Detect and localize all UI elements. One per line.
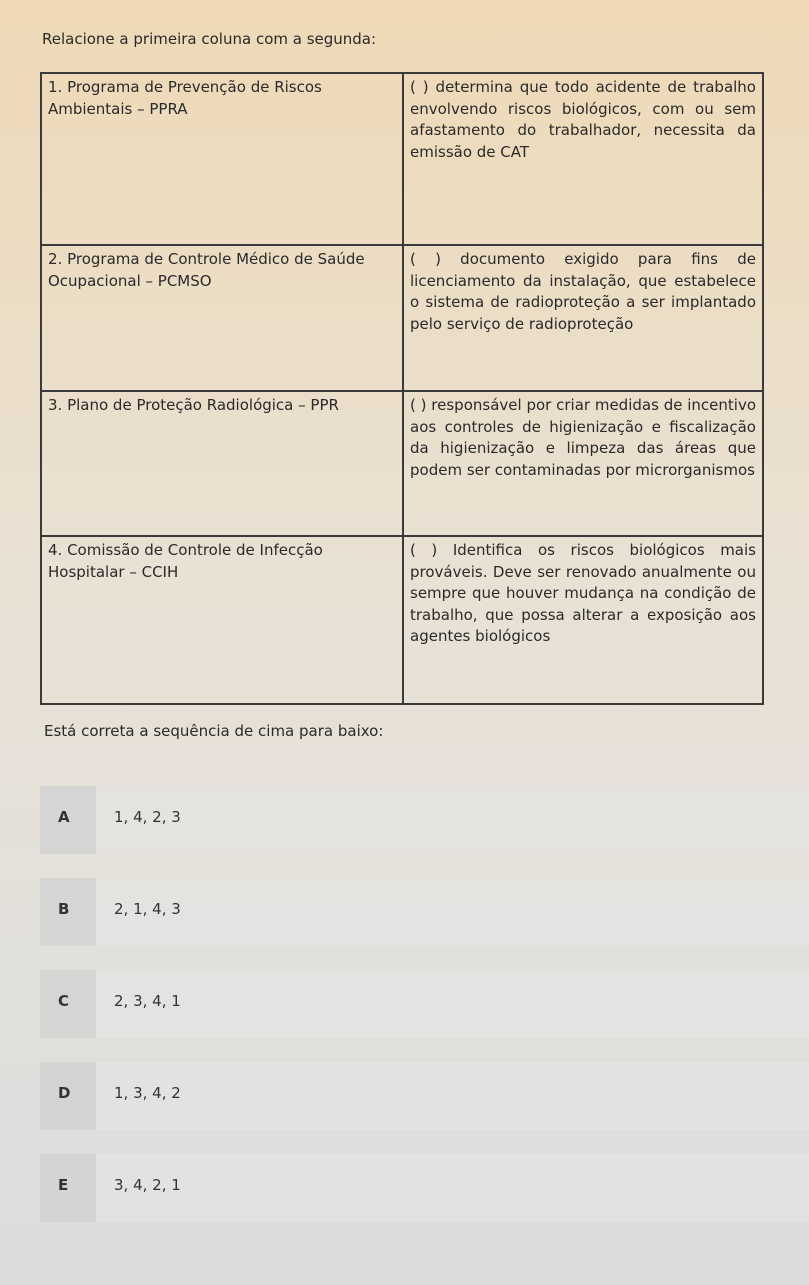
right-column-item-3: ( ) responsável por criar medidas de incentivo aos controles de higienização e fiscalização da higienização e limpeza das áreas que podem ser contaminadas por microrganismos — [403, 391, 763, 536]
option-letter-box — [40, 970, 96, 1038]
option-a[interactable] — [40, 786, 809, 854]
table-row — [41, 73, 763, 245]
option-text: 1, 4, 2, 3 — [114, 808, 181, 826]
option-letter: A — [58, 808, 70, 826]
option-e[interactable] — [40, 1154, 809, 1222]
table-row — [41, 391, 763, 536]
option-letter-box — [40, 1154, 96, 1222]
option-letter-box — [40, 878, 96, 946]
matching-table — [40, 72, 764, 705]
option-letter: D — [58, 1084, 71, 1102]
right-column-item-4: ( ) Identifica os riscos biológicos mais prováveis. Deve ser renovado anualmente ou sempre que houver mudança na condição de trabalho, que possa alterar a exposição aos agentes biológicos — [403, 536, 763, 704]
left-column-item-3: 3. Plano de Proteção Radiológica – PPR — [41, 391, 403, 536]
option-text: 1, 3, 4, 2 — [114, 1084, 181, 1102]
option-d[interactable] — [40, 1062, 809, 1130]
question-text: Está correta a sequência de cima para baixo: — [44, 722, 384, 740]
option-text: 3, 4, 2, 1 — [114, 1176, 181, 1194]
option-letter: C — [58, 992, 70, 1010]
right-column-item-1: ( ) determina que todo acidente de trabalho envolvendo riscos biológicos, com ou sem afastamento do trabalhador, necessita da emissão de CAT — [403, 73, 763, 245]
option-text: 2, 3, 4, 1 — [114, 992, 181, 1010]
option-text: 2, 1, 4, 3 — [114, 900, 181, 918]
prompt-text: Relacione a primeira coluna com a segunda: — [42, 30, 377, 48]
right-column-item-2: ( ) documento exigido para fins de licenciamento da instalação, que estabelece o sistema de radioproteção a ser implantado pelo serviço de radioproteção — [403, 245, 763, 391]
option-b[interactable] — [40, 878, 809, 946]
left-column-item-4: 4. Comissão de Controle de Infecção Hospitalar – CCIH — [41, 536, 403, 704]
option-letter-box — [40, 786, 96, 854]
table-row — [41, 245, 763, 391]
option-letter: B — [58, 900, 70, 918]
option-letter: E — [58, 1176, 69, 1194]
option-letter-box — [40, 1062, 96, 1130]
left-column-item-1: 1. Programa de Prevenção de Riscos Ambientais – PPRA — [41, 73, 403, 245]
option-c[interactable] — [40, 970, 809, 1038]
left-column-item-2: 2. Programa de Controle Médico de Saúde Ocupacional – PCMSO — [41, 245, 403, 391]
table-row — [41, 536, 763, 704]
